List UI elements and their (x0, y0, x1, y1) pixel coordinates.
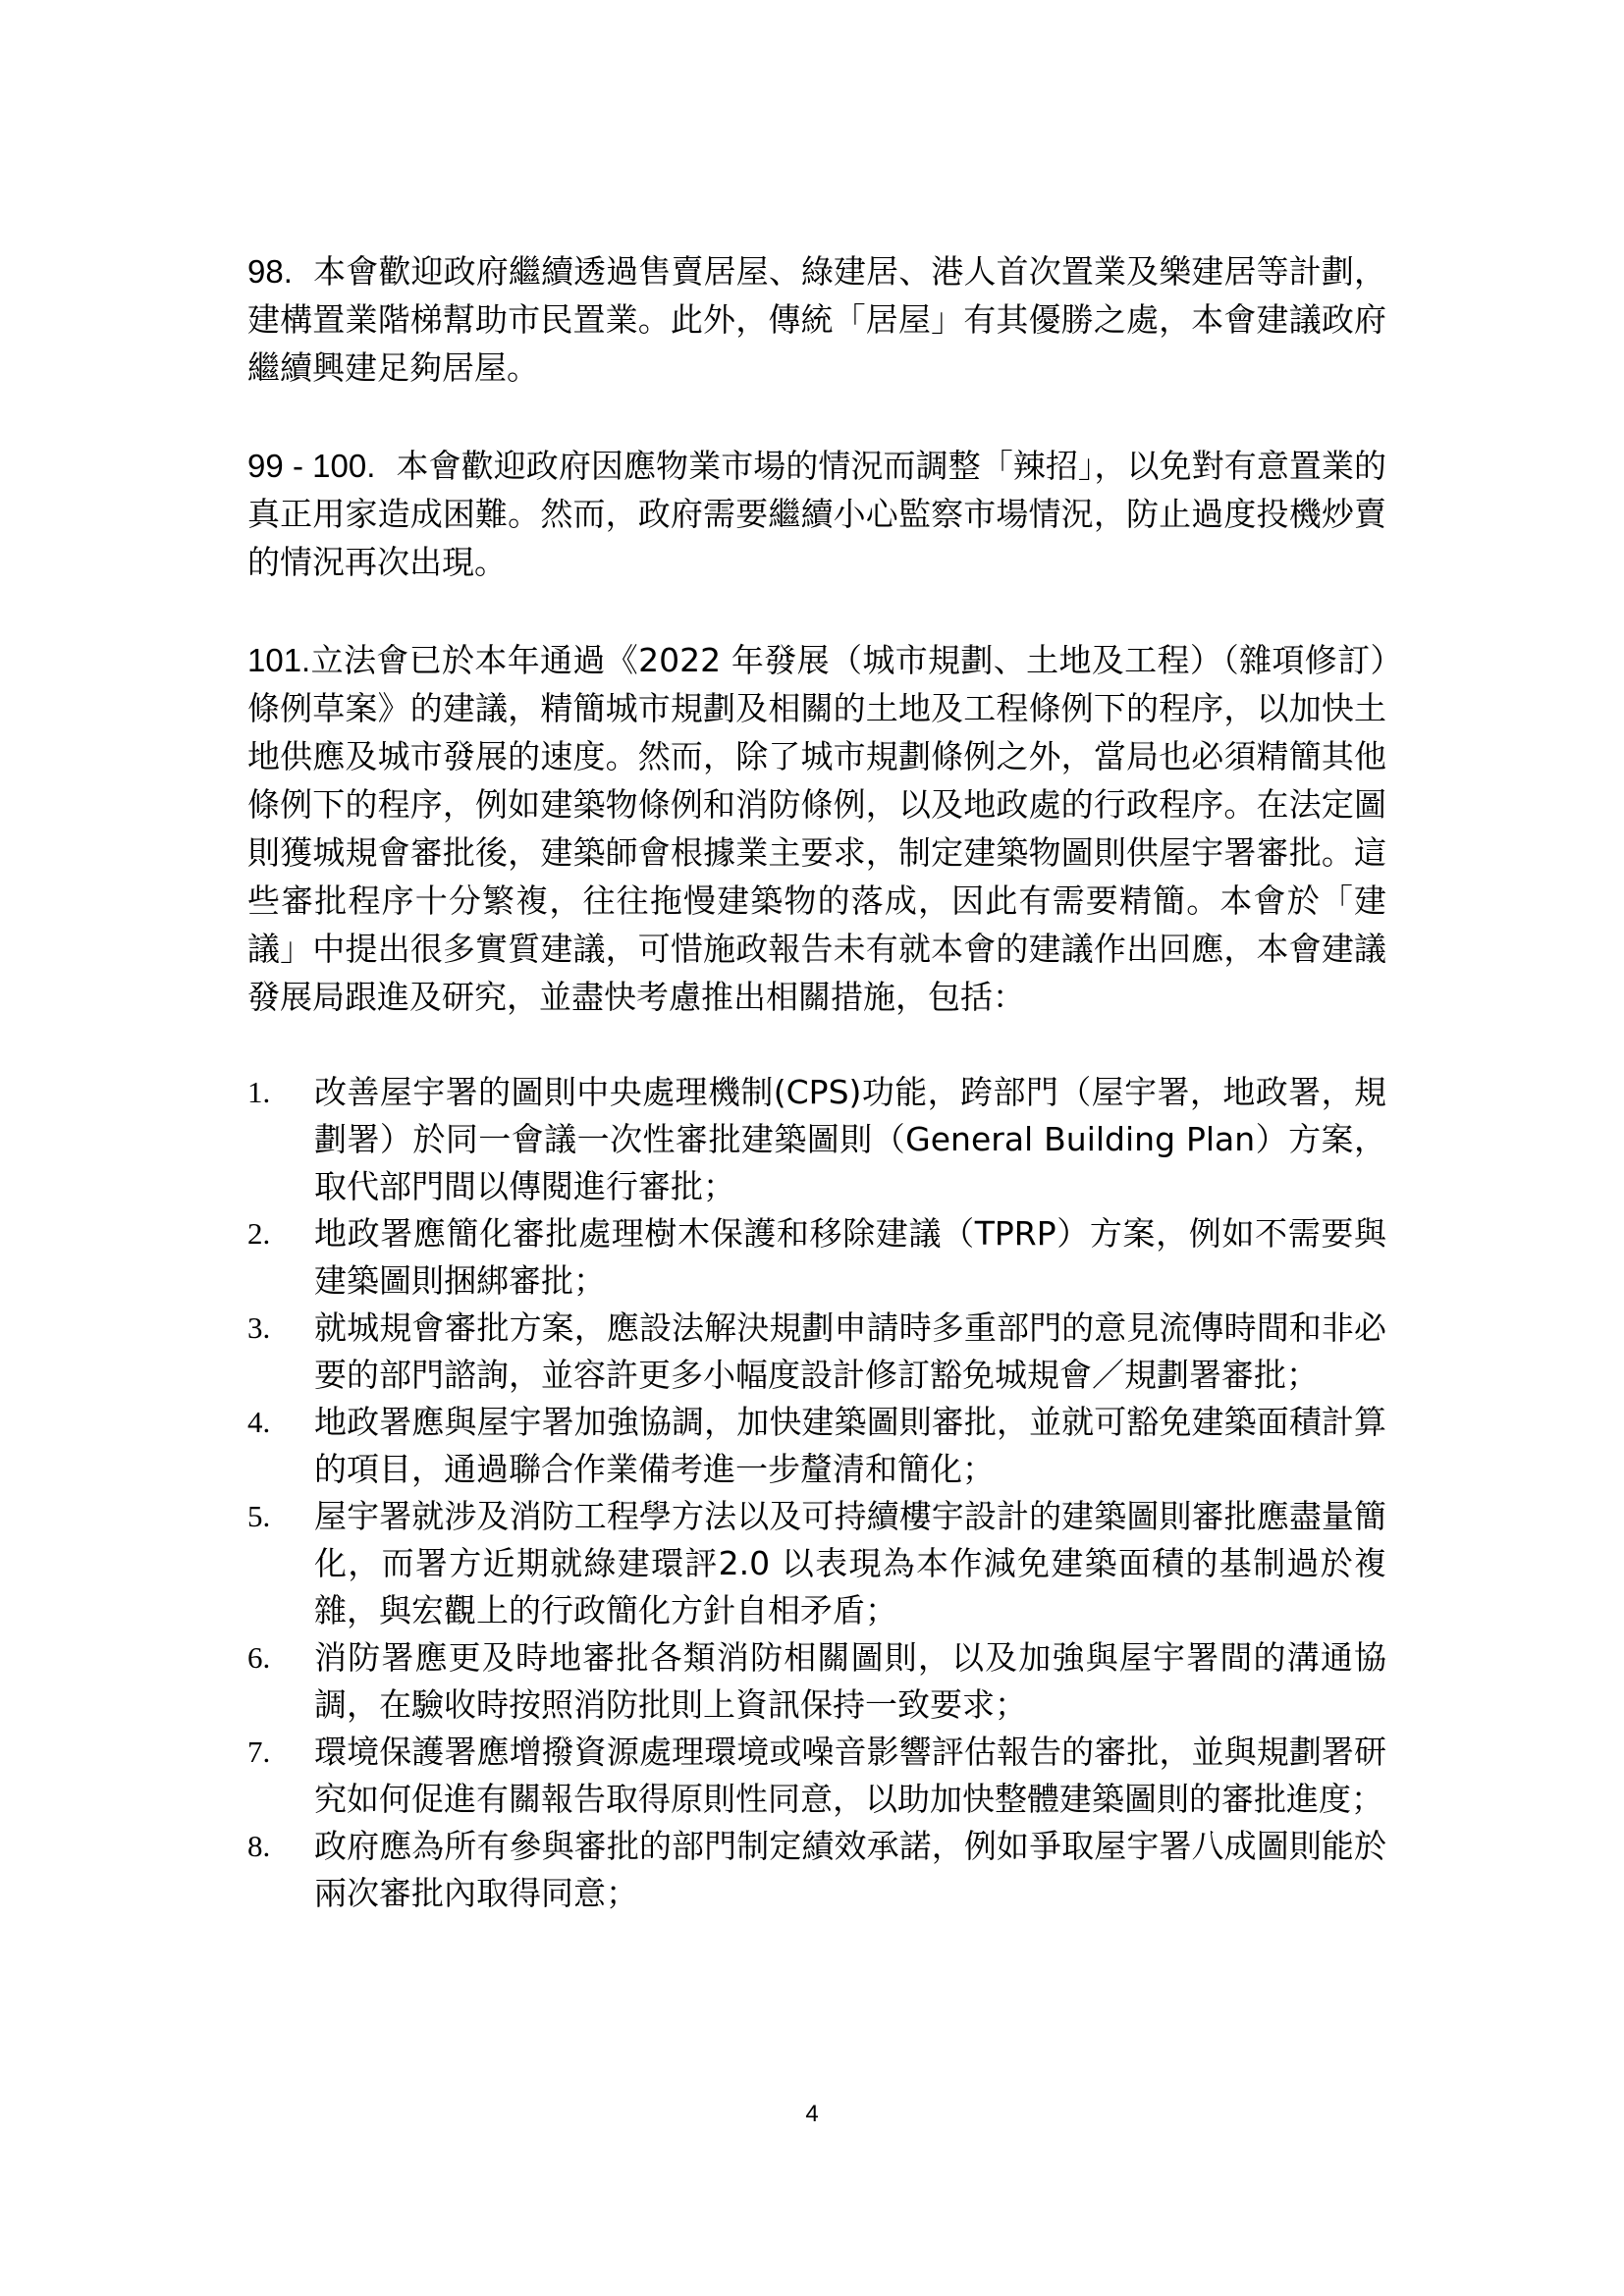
list-marker: 3. (247, 1310, 271, 1345)
page-number: 4 (805, 2101, 819, 2127)
list-marker: 6. (247, 1640, 271, 1675)
list-item (247, 1305, 1386, 1399)
paragraph-text: 立法會已於本年通過《2022 年發展（城市規劃、土地及工程）（雜項修訂）條例草案》的建議，精簡城市規劃及相關的土地及工程條例下的程序，以加快土地供應及城市發展的速度。然而，除了城市規劃條例之外，當局也必須精簡其他條例下的程序，例如建築物條例和消防條例，以及地政處的行政程序。在法定圖則獲城規會審批後，建築師會根據業主要求，制定建築物圖則供屋宇署審批。這些審批程序十分繁複，往往拖慢建築物的落成，因此有需要精簡。本會於「建議」中提出很多實質建議，可惜施政報告未有就本會的建議作出回應，本會建議發展局跟進及研究，並盡快考慮推出相關措施，包括： (247, 641, 1386, 1016)
list-marker: 7. (247, 1735, 271, 1769)
list-item (247, 1729, 1386, 1823)
list-marker: 4. (247, 1405, 271, 1439)
list-item-text: 環境保護署應增撥資源處理環境或噪音影響評估報告的審批，並與規劃署研究如何促進有關報告取得原則性同意，以助加快整體建築圖則的審批進度； (314, 1733, 1386, 1818)
paragraph-number: 98. (247, 253, 293, 290)
list-marker: 1. (247, 1075, 271, 1109)
page-content (247, 247, 1386, 1917)
paragraph-number: 99 - 100. (247, 448, 376, 484)
list-item (247, 1634, 1386, 1729)
list-item-text: 就城規會審批方案，應設法解決規劃申請時多重部門的意見流傳時間和非必要的部門諮詢，並容許更多小幅度設計修訂豁免城規會／規劃署審批； (314, 1308, 1386, 1394)
list-item (247, 1493, 1386, 1634)
list-item-text: 地政署應與屋宇署加強協調，加快建築圖則審批，並就可豁免建築面積計算的項目，通過聯合作業備考進一步釐清和簡化； (314, 1403, 1386, 1488)
list-item (247, 1069, 1386, 1210)
paragraph-text: 本會歡迎政府因應物業市場的情況而調整「辣招」，以免對有意置業的真正用家造成困難。然而，政府需要繼續小心監察市場情況，防止過度投機炒賣的情況再次出現。 (247, 447, 1387, 581)
list-marker: 5. (247, 1499, 271, 1533)
paragraph-number: 101. (247, 642, 311, 678)
list-item (247, 1823, 1386, 1917)
list-item-text: 屋宇署就涉及消防工程學方法以及可持續樓宇設計的建築圖則審批應盡量簡化，而署方近期就綠建環評2.0 以表現為本作減免建築面積的基制過於複雜，與宏觀上的行政簡化方針自相矛盾； (314, 1497, 1386, 1629)
list-item (247, 1399, 1386, 1493)
paragraph-text: 本會歡迎政府繼續透過售賣居屋、綠建居、港人首次置業及樂建居等計劃，建構置業階梯幫助市民置業。此外，傳統「居屋」有其優勝之處，本會建議政府繼續興建足夠居屋。 (247, 252, 1387, 387)
list-item-text: 消防署應更及時地審批各類消防相關圖則，以及加強與屋宇署間的溝通協調，在驗收時按照消防批則上資訊保持一致要求； (314, 1638, 1386, 1724)
list-item-text: 改善屋宇署的圖則中央處理機制(CPS)功能，跨部門（屋宇署，地政署，規劃署）於同一會議一次性審批建築圖則（General Building Plan）方案，取代部門間以傳閱進行審批； (314, 1073, 1386, 1205)
paragraph-101 (247, 636, 1386, 1021)
list-marker: 8. (247, 1829, 271, 1863)
list-item-text: 地政署應簡化審批處理樹木保護和移除建議（TPRP）方案，例如不需要與建築圖則捆綁審批； (314, 1214, 1386, 1300)
paragraph-98 (247, 247, 1386, 392)
list-marker: 2. (247, 1216, 271, 1251)
paragraph-99-100 (247, 442, 1386, 586)
measures-list (247, 1069, 1386, 1917)
list-item-text: 政府應為所有參與審批的部門制定績效承諾，例如爭取屋宇署八成圖則能於兩次審批內取得同意； (314, 1827, 1386, 1912)
list-item (247, 1210, 1386, 1305)
